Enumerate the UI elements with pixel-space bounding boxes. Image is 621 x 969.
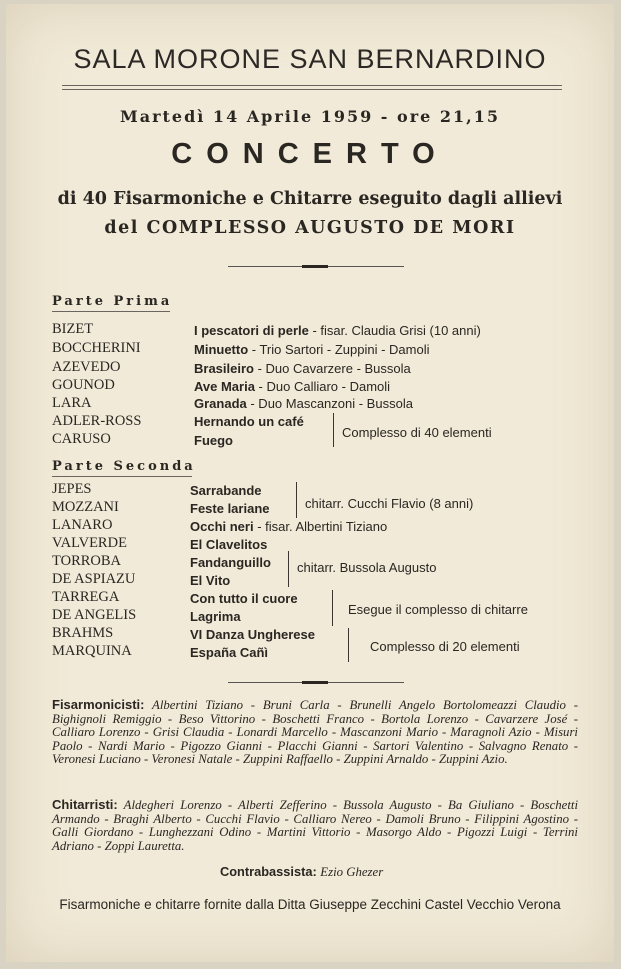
work-row [190,591,298,606]
work-title: I pescatori di perle [194,323,309,338]
composer-name: AZEVEDO [52,359,121,375]
performer-detail: - fisar. Albertini Tiziano [253,519,388,534]
double-bassist-line [220,864,383,880]
subtitle-line-2: del COMPLESSO AUGUSTO DE MORI [104,218,516,238]
bracket-line [296,482,297,518]
work-row [194,361,411,376]
parte-seconda-heading: Parte Seconda [52,459,196,474]
performer-detail: - fisar. Claudia Grisi (10 anni) [308,323,481,338]
work-row [190,609,241,624]
accordionists-names: Albertini Tiziano - Bruni Carla - Brunelli Angelo Bortolomeazzi Claudio - Bighignoli Remiggio - Beso Vittorino - Boschetti Franco - Bortola Lorenzo - Cavarzere José - Calliaro Lorenzo - Grisi Claudia - Lonardi Marcello - Mascanzoni Mario - Maragnoli Azio - Misuri Paolo - Nardi Mario - Pigozzo Gianni - Placchi Gianni - Sartori Valentino - Salvagno Renato - Veronesi Luciano - Veronesi Natale - Zuppini Raffaello - Zuppini Arnaldo - Zuppini Azio. [52,698,579,767]
concert-title: CONCERTO [171,138,449,170]
composer-name: MARQUINA [52,643,132,659]
supplier-footer: Fisarmoniche e chitarre fornite dalla Ditta Giuseppe Zecchini Castel Vecchio Verona [59,897,561,912]
accordionists-list [52,698,578,767]
parte-seconda-underline [52,476,192,477]
subtitle-line-1: di 40 Fisarmoniche e Chitarre eseguito dagli allievi [57,189,563,209]
bracket-line [333,413,334,447]
composer-name: VALVERDE [52,535,127,551]
section-divider-accent [302,681,328,684]
work-title: Occhi neri [190,519,254,534]
work-row [194,414,304,429]
composer-name: TARREGA [52,589,120,605]
performer-detail: - Duo Cavarzere - Bussola [253,361,411,376]
guitarists-label: Chitarristi: [52,797,118,812]
double-bassist-label: Contrabassista: [220,864,317,879]
work-title: Sarrabande [190,483,262,498]
work-title: Ave Maria [194,379,255,394]
work-row [190,519,387,534]
work-title: Minuetto [194,342,249,357]
composer-name: BOCCHERINI [52,340,141,356]
soloist-note: chitarr. Bussola Augusto [297,560,437,575]
work-title: Feste lariane [190,501,270,516]
performer-detail: - Duo Mascanzoni - Bussola [246,396,413,411]
header-rule-top [62,85,562,86]
composer-name: LARA [52,395,92,411]
composer-name: ADLER-ROSS [52,413,142,429]
concert-date: Martedì 14 Aprile 1959 - ore 21,15 [120,107,500,126]
work-title: Brasileiro [194,361,254,376]
section-divider-accent [302,265,328,268]
work-row [194,379,390,394]
work-title: Hernando un café [194,414,304,429]
composer-name: JEPES [52,481,92,497]
work-row [190,573,230,588]
work-row [190,627,315,642]
bracket-line [348,628,349,662]
composer-name: MOZZANI [52,499,119,515]
work-row [194,396,413,411]
bracket-line [332,590,333,626]
composer-name: BIZET [52,321,94,337]
composer-name: TORROBA [52,553,122,569]
composer-name: GOUNOD [52,377,115,393]
ensemble-note: Complesso di 20 elementi [370,639,520,654]
composer-name: DE ASPIAZU [52,571,136,587]
work-row [194,433,233,448]
work-title: Con tutto il cuore [190,591,298,606]
guitarists-names: Aldegheri Lorenzo - Alberti Zefferino - Bussola Augusto - Ba Giuliano - Boschetti Armando - Braghi Alberto - Cucchi Flavio - Calliaro Nereo - Damoli Bruno - Filippini Agostino - Galli Giordano - Lunghezzani Odino - Martini Vittorio - Masorgo Aldo - Pigozzi Luigi - Terrini Adriano - Zoppi Lauretta. [52,798,579,853]
header-rule-bottom [62,89,562,90]
work-row [190,483,262,498]
work-row [194,323,481,338]
work-row [190,501,270,516]
composer-name: LANARO [52,517,113,533]
composer-name: BRAHMS [52,625,114,641]
composer-name: DE ANGELIS [52,607,137,623]
concert-program-sheet [6,4,614,962]
ensemble-note: Esegue il complesso di chitarre [348,602,528,617]
work-title: Fandanguillo [190,555,271,570]
ensemble-note: Complesso di 40 elementi [342,425,492,440]
work-row [194,342,429,357]
parte-prima-underline [52,311,170,312]
guitarists-list [52,798,578,853]
double-bassist-name: Ezio Ghezer [320,865,384,879]
venue-title: SALA MORONE SAN BERNARDINO [73,44,547,74]
work-title: El Vito [190,573,231,588]
work-row [190,555,271,570]
performer-detail: - Duo Calliaro - Damoli [254,379,391,394]
parte-prima-heading: Parte Prima [52,294,173,309]
work-row [190,537,267,552]
composer-name: CARUSO [52,431,111,447]
work-title: Lagrima [190,609,241,624]
bracket-line [288,551,289,587]
work-title: El Clavelitos [190,537,268,552]
work-row [190,645,268,660]
accordionists-label: Fisarmonicisti: [52,697,145,712]
work-title: España Cañì [190,645,269,660]
soloist-note: chitarr. Cucchi Flavio (8 anni) [305,496,474,511]
performer-detail: - Trio Sartori - Zuppini - Damoli [248,342,430,357]
work-title: Granada [194,396,247,411]
work-title: VI Danza Ungherese [190,627,315,642]
work-title: Fuego [194,433,233,448]
